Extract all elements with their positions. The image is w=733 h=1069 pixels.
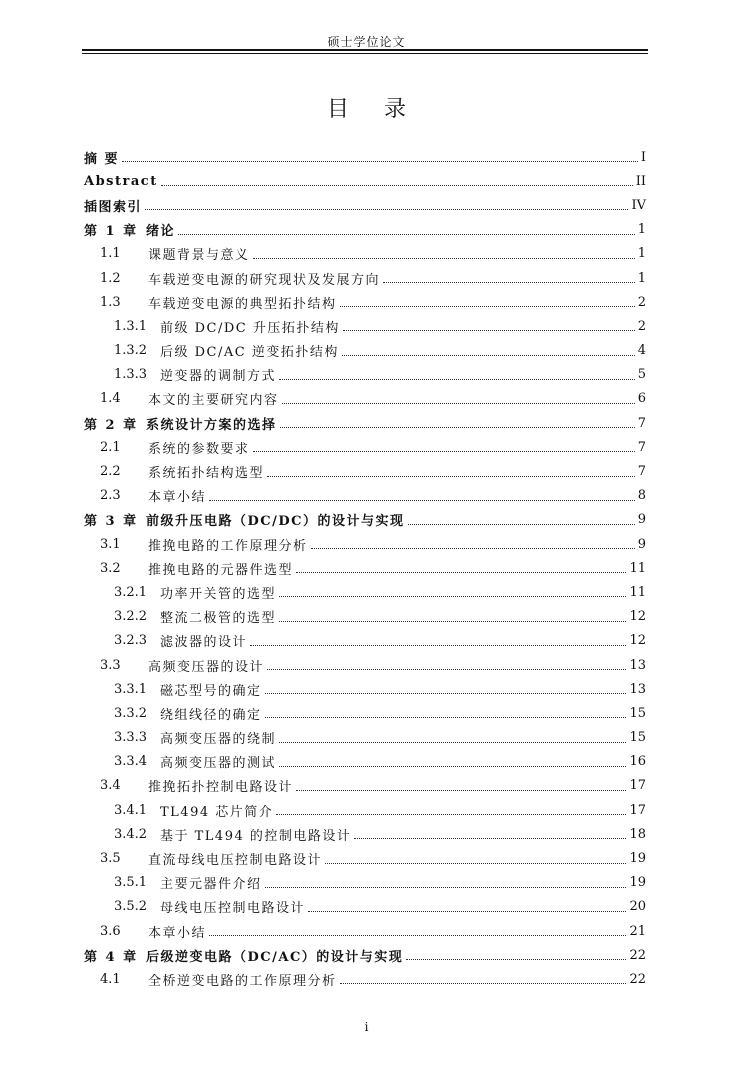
dot-leader xyxy=(267,463,635,477)
dot-leader xyxy=(408,511,635,525)
toc-entry-page: 20 xyxy=(629,899,646,915)
toc-entry-label: TL494 芯片简介 xyxy=(160,804,274,820)
toc-entry-number: 3.2.2 xyxy=(114,609,148,625)
toc-entry-number: 3.5.2 xyxy=(114,899,148,915)
toc-entry-page: 19 xyxy=(629,875,646,891)
toc-entry-page: 13 xyxy=(629,657,646,673)
dot-leader xyxy=(340,970,627,984)
toc-entry-label: 车载逆变电源的典型拓扑结构 xyxy=(148,296,337,312)
toc-entry-label: 基于 TL494 的控制电路设计 xyxy=(160,828,352,844)
toc-entry-label: 后级逆变电路（DC/AC）的设计与实现 xyxy=(146,949,404,965)
toc-entry-number: 3.4 xyxy=(100,778,121,794)
toc-entry-page: 12 xyxy=(629,609,646,625)
dot-leader xyxy=(253,245,635,259)
toc-entry-label: 推挽拓扑控制电路设计 xyxy=(148,780,294,796)
toc-entry-label: 母线电压控制电路设计 xyxy=(160,901,306,917)
dot-leader xyxy=(279,753,626,767)
toc-entry-label: Abstract xyxy=(84,173,158,189)
toc-entry-number: 3.3.1 xyxy=(114,681,148,697)
toc-entry-number: 1.3 xyxy=(100,294,121,310)
toc-entry-page: 2 xyxy=(637,294,646,310)
toc-entry[interactable] xyxy=(84,218,646,242)
dot-leader xyxy=(209,922,626,936)
toc-entry-page: 11 xyxy=(629,560,646,576)
toc-entry[interactable] xyxy=(84,605,646,629)
toc-entry[interactable] xyxy=(84,774,646,798)
toc-entry-page: 1 xyxy=(637,222,646,238)
toc-entry[interactable] xyxy=(84,750,646,774)
toc-entry[interactable] xyxy=(84,339,646,363)
toc-entry-label: 后级 DC/AC 逆变拓扑结构 xyxy=(160,345,339,361)
toc-entry-label: 绪论 xyxy=(146,224,176,240)
dot-leader xyxy=(250,632,626,646)
toc-entry[interactable] xyxy=(84,653,646,677)
dot-leader xyxy=(342,342,635,356)
toc-entry-number: 2.2 xyxy=(100,464,121,480)
dot-leader xyxy=(145,196,628,210)
dot-leader xyxy=(279,583,626,597)
toc-entry-page: 19 xyxy=(629,851,646,867)
toc-entry-label: 课题背景与意义 xyxy=(148,248,250,264)
toc-entry[interactable] xyxy=(84,508,646,532)
toc-entry[interactable] xyxy=(84,580,646,604)
toc-entry[interactable] xyxy=(84,387,646,411)
toc-entry[interactable] xyxy=(84,484,646,508)
toc-entry-number: 1.1 xyxy=(100,246,121,262)
toc-entry-label: 本文的主要研究内容 xyxy=(148,393,279,409)
toc-entry-page: 16 xyxy=(629,754,646,770)
toc-entry-label: 绕组线径的确定 xyxy=(160,707,262,723)
toc-entry-label: 前级升压电路（DC/DC）的设计与实现 xyxy=(146,514,405,530)
toc-entry-page: 22 xyxy=(629,971,646,987)
toc-entry[interactable] xyxy=(84,314,646,338)
toc-entry-page: 21 xyxy=(629,923,646,939)
toc-entry-page: 9 xyxy=(637,536,646,552)
toc-entry-label: 插图索引 xyxy=(84,199,143,215)
toc-title: 目 录 xyxy=(327,97,420,122)
toc-entry[interactable] xyxy=(84,459,646,483)
header-rule-thin xyxy=(82,53,648,54)
toc-entry-label: 车载逆变电源的研究现状及发展方向 xyxy=(148,272,381,288)
toc-entry[interactable] xyxy=(84,242,646,266)
toc-entry-page: 9 xyxy=(637,512,646,528)
dot-leader xyxy=(279,729,626,743)
toc-entry-page: 15 xyxy=(629,730,646,746)
toc-entry[interactable] xyxy=(84,677,646,701)
toc-entry-number: 3.2 xyxy=(100,560,121,576)
toc-entry-number: 3.3 xyxy=(100,657,121,673)
dot-leader xyxy=(340,293,635,307)
dot-leader xyxy=(161,172,633,186)
toc-entry-number: 3.2.1 xyxy=(114,584,148,600)
toc-entry[interactable] xyxy=(84,266,646,290)
toc-entry[interactable] xyxy=(84,532,646,556)
toc-entry-number: 3.4.1 xyxy=(114,802,148,818)
toc-entry[interactable] xyxy=(84,895,646,919)
toc-entry-number: 3.3.2 xyxy=(114,705,148,721)
toc-entry-number: 2.1 xyxy=(100,439,121,455)
toc-entry-label: 推挽电路的元器件选型 xyxy=(148,562,294,578)
toc-entry-page: 11 xyxy=(629,584,646,600)
toc-entry-label: 主要元器件介绍 xyxy=(160,877,262,893)
table-of-contents xyxy=(84,145,646,992)
running-header: 硕士学位论文 xyxy=(327,35,406,49)
toc-entry-page: 1 xyxy=(637,270,646,286)
toc-entry-label: 滤波器的设计 xyxy=(160,635,248,651)
toc-entry-number: 1.3.2 xyxy=(114,343,148,359)
toc-entry[interactable] xyxy=(84,363,646,387)
toc-entry[interactable] xyxy=(84,411,646,435)
dot-leader xyxy=(253,438,635,452)
toc-entry[interactable] xyxy=(84,556,646,580)
toc-entry-page: 15 xyxy=(629,705,646,721)
header-rule-thick xyxy=(82,49,648,51)
toc-entry[interactable] xyxy=(84,701,646,725)
toc-entry-label: 前级 DC/DC 升压拓扑结构 xyxy=(160,320,340,336)
dot-leader xyxy=(296,777,626,791)
dot-leader xyxy=(276,801,626,815)
toc-entry-page: 12 xyxy=(629,633,646,649)
toc-entry-number: 第 3 章 xyxy=(84,514,139,530)
toc-entry-page: 8 xyxy=(637,488,646,504)
dot-leader xyxy=(406,946,626,960)
toc-entry-number: 1.2 xyxy=(100,270,121,286)
dot-leader xyxy=(178,221,635,235)
dot-leader xyxy=(343,317,635,331)
dot-leader xyxy=(325,850,626,864)
dot-leader xyxy=(383,269,635,283)
dot-leader xyxy=(311,535,635,549)
toc-entry-label: 全桥逆变电路的工作原理分析 xyxy=(148,973,337,989)
toc-entry-label: 系统拓扑结构选型 xyxy=(148,466,265,482)
toc-entry[interactable] xyxy=(84,871,646,895)
toc-entry-label: 推挽电路的工作原理分析 xyxy=(148,538,308,554)
toc-entry[interactable] xyxy=(84,169,646,193)
dot-leader xyxy=(279,608,626,622)
toc-entry-number: 3.6 xyxy=(100,923,121,939)
toc-entry-label: 本章小结 xyxy=(148,925,207,941)
toc-entry-label: 磁芯型号的确定 xyxy=(160,683,262,699)
toc-entry-label: 本章小结 xyxy=(148,490,207,506)
toc-entry-label: 整流二极管的选型 xyxy=(160,611,277,627)
dot-leader xyxy=(267,656,626,670)
toc-entry-label: 逆变器的调制方式 xyxy=(160,369,277,385)
dot-leader xyxy=(354,825,626,839)
toc-entry[interactable] xyxy=(84,435,646,459)
toc-entry[interactable] xyxy=(84,846,646,870)
toc-entry-number: 1.3.3 xyxy=(114,367,148,383)
dot-leader xyxy=(308,898,626,912)
toc-entry-number: 1.3.1 xyxy=(114,318,148,334)
toc-entry-page: 6 xyxy=(637,391,646,407)
toc-entry-label: 功率开关管的选型 xyxy=(160,586,277,602)
toc-entry-label: 系统的参数要求 xyxy=(148,441,250,457)
toc-entry[interactable] xyxy=(84,967,646,991)
toc-entry[interactable] xyxy=(84,822,646,846)
toc-entry-page: 22 xyxy=(629,947,646,963)
dot-leader xyxy=(209,487,635,501)
toc-entry-number: 3.3.4 xyxy=(114,754,148,770)
toc-entry-number: 3.4.2 xyxy=(114,826,148,842)
toc-entry[interactable] xyxy=(84,629,646,653)
toc-entry[interactable] xyxy=(84,145,646,169)
toc-entry-page: II xyxy=(635,173,646,189)
toc-entry-page: 7 xyxy=(637,439,646,455)
toc-entry-number: 第 4 章 xyxy=(84,949,139,965)
toc-entry-label: 摘 要 xyxy=(84,151,120,167)
toc-entry-page: 2 xyxy=(637,318,646,334)
dot-leader xyxy=(122,148,638,162)
toc-entry-number: 3.5 xyxy=(100,851,121,867)
toc-entry-page: 1 xyxy=(637,246,646,262)
toc-entry-page: 7 xyxy=(637,464,646,480)
toc-entry-number: 2.3 xyxy=(100,488,121,504)
dot-leader xyxy=(279,366,635,380)
toc-entry-number: 3.5.1 xyxy=(114,875,148,891)
dot-leader xyxy=(265,680,627,694)
toc-entry-page: 18 xyxy=(629,826,646,842)
toc-entry-page: 4 xyxy=(637,343,646,359)
toc-entry-page: 5 xyxy=(637,367,646,383)
toc-entry[interactable] xyxy=(84,193,646,217)
toc-entry-page: 13 xyxy=(629,681,646,697)
toc-entry-number: 第 1 章 xyxy=(84,224,139,240)
toc-entry-label: 高频变压器的绕制 xyxy=(160,732,277,748)
toc-entry-number: 3.3.3 xyxy=(114,730,148,746)
toc-entry-number: 3.1 xyxy=(100,536,121,552)
toc-entry-label: 高频变压器的测试 xyxy=(160,756,277,772)
toc-entry-number: 3.2.3 xyxy=(114,633,148,649)
page-number: i xyxy=(364,1020,369,1034)
dot-leader xyxy=(265,874,627,888)
toc-entry-number: 第 2 章 xyxy=(84,417,139,433)
toc-entry-label: 系统设计方案的选择 xyxy=(146,417,277,433)
toc-entry[interactable] xyxy=(84,943,646,967)
dot-leader xyxy=(265,704,627,718)
toc-entry-page: I xyxy=(640,149,646,165)
toc-entry-page: 17 xyxy=(629,802,646,818)
dot-leader xyxy=(280,414,635,428)
toc-entry[interactable] xyxy=(84,919,646,943)
toc-entry-number: 1.4 xyxy=(100,391,121,407)
toc-entry[interactable] xyxy=(84,726,646,750)
toc-entry-page: 17 xyxy=(629,778,646,794)
dot-leader xyxy=(282,390,635,404)
toc-entry-label: 直流母线电压控制电路设计 xyxy=(148,853,323,869)
toc-entry[interactable] xyxy=(84,290,646,314)
toc-entry-label: 高频变压器的设计 xyxy=(148,659,265,675)
toc-entry-page: 7 xyxy=(637,415,646,431)
dot-leader xyxy=(296,559,626,573)
toc-entry-number: 4.1 xyxy=(100,971,121,987)
toc-entry[interactable] xyxy=(84,798,646,822)
toc-entry-page: IV xyxy=(631,197,646,213)
